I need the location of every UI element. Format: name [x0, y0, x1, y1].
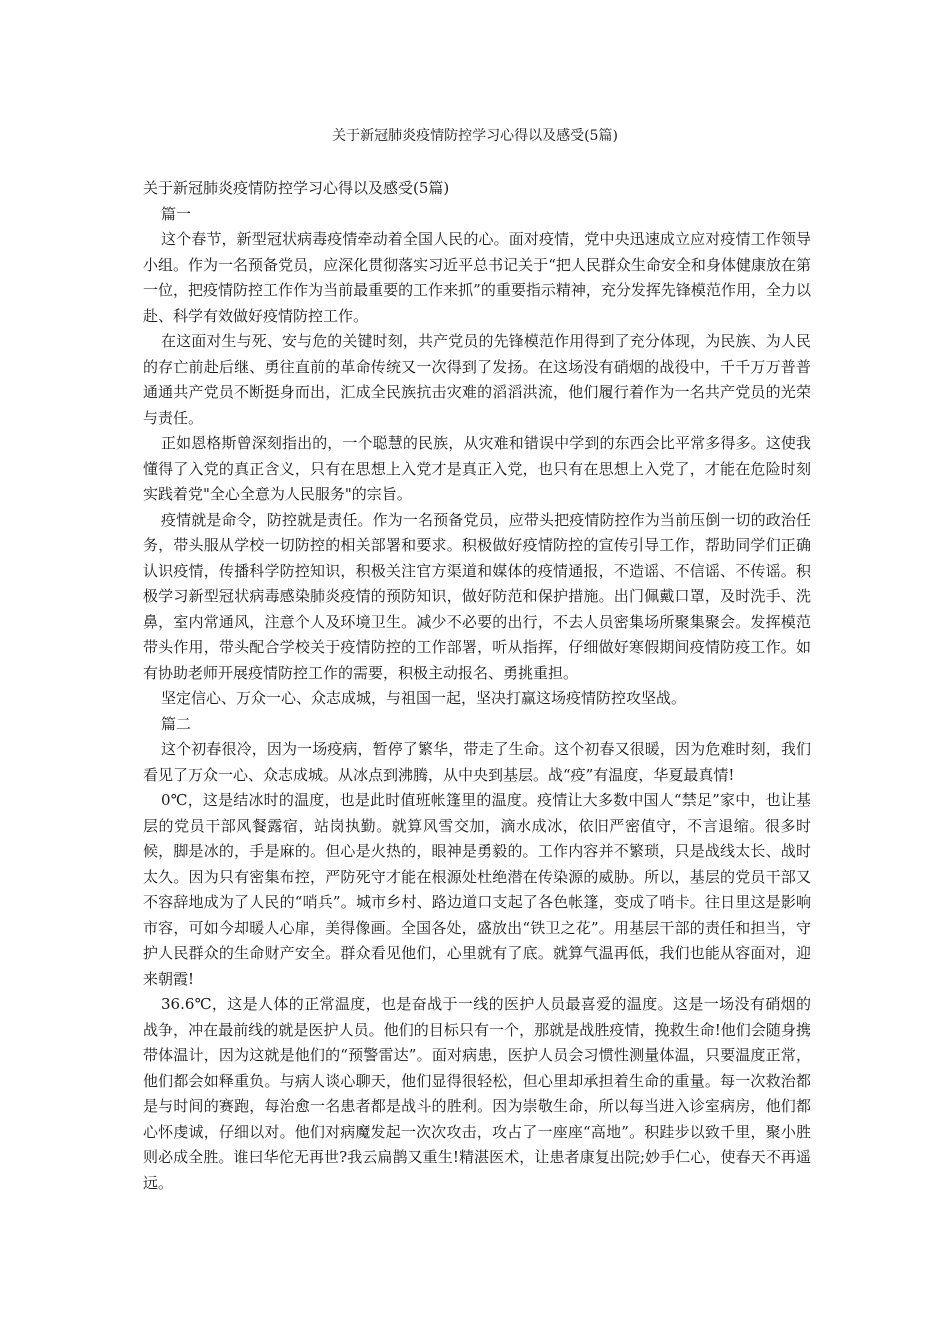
paragraph: 在这面对生与死、安与危的关键时刻，共产党员的先锋模范作用得到了充分体现，为民族、为人民的存亡前赴后继、勇往直前的革命传统又一次得到了发扬。在这场没有硝烟的战役中，千千万万普普通通共产党员不断挺身而出，汇成全民族抗击灾难的滔滔洪流，他们履行着作为一名共产党员的光荣与责任。: [143, 332, 811, 427]
paragraph: 36.6℃，这是人体的正常温度，也是奋战于一线的医护人员最喜爱的温度。这是一场没有硝烟的战争，冲在最前线的就是医护人员。他们的目标只有一个，那就是战胜疫情，挽救生命!他们会随身携带体温计，因为这就是他们的“预警雷达”。面对病患，医护人员会习惯性测量体温，只要温度正常，他们都会如释重负。与病人谈心聊天，他们显得很轻松，但心里却承担着生命的重量。每一次救治都是与时间的赛跑，每治愈一名患者都是战斗的胜利。因为崇敬生命，所以每当进入诊室病房，他们都心怀虔诚，仔细以对。他们对病魔发起一次次攻击，攻占了一座座“高地”。积跬步以致千里，聚小胜则必成全胜。谁曰华佗无再世?我云扁鹊又重生!精湛医术，让患者康复出院;妙手仁心，使春天不再遥远。: [143, 995, 811, 1192]
paragraph: 这个初春很冷，因为一场疫病，暂停了繁华，带走了生命。这个初春又很暖，因为危难时刻，我们看见了万众一心、众志成城。从冰点到沸腾，从中央到基层。战“疫”有温度，华夏最真情!: [143, 740, 811, 784]
document-body: [143, 176, 811, 1196]
page-title: 关于新冠肺炎疫情防控学习心得以及感受(5篇): [332, 128, 618, 144]
paragraph: 这个春节，新型冠状病毒疫情牵动着全国人民的心。面对疫情，党中央迅速成立应对疫情工作领导小组。作为一名预备党员，应深化贯彻落实习近平总书记关于“把人民群众生命安全和身体健康放在第一位，把疫情防控工作作为当前最重要的工作来抓”的重要指示精神，充分发挥先锋模范作用，全力以赴、科学有效做好疫情防控工作。: [143, 230, 811, 325]
body-title: 关于新冠肺炎疫情防控学习心得以及感受(5篇): [143, 179, 450, 197]
paragraph: 坚定信心、万众一心、众志成城，与祖国一起，坚决打赢这场疫情防控攻坚战。: [161, 689, 687, 707]
paragraph: 0℃，这是结冰时的温度，也是此时值班帐篷里的温度。疫情让大多数中国人“禁足”家中，也让基层的党员干部风餐露宿，站岗执勤。就算风雪交加，滴水成冰，依旧严密值守，不言退缩。很多时候，脚是冰的，手是麻的。但心是火热的，眼神是勇毅的。工作内容并不繁琐，只是战线太长、战时太久。因为只有密集布控，严防死守才能在根源处杜绝潜在传染源的威胁。所以，基层的党员干部又不容辞地成为了人民的“哨兵”。城市乡村、路边道口支起了各色帐篷，变成了哨卡。往日里这是影响市容，可如今却暖人心扉，美得像画。全国各处，盛放出“铁卫之花”。用基层干部的责任和担当，守护人民群众的生命财产安全。群众看见他们，心里就有了底。就算气温再低，我们也能从容面对，迎来朝霞!: [143, 791, 811, 988]
paragraph: 疫情就是命令，防控就是责任。作为一名预备党员，应带头把疫情防控作为当前压倒一切的政治任务，带头服从学校一切防控的相关部署和要求。积极做好疫情防控的宣传引导工作，帮助同学们正确认识疫情，传播科学防控知识，积极关注官方渠道和媒体的疫情通报，不造谣、不信谣、不传谣。积极学习新型冠状病毒感染肺炎疫情的预防知识，做好防范和保护措施。出门佩戴口罩，及时洗手、洗鼻，室内常通风，注意个人及环境卫生。减少不必要的出行，不去人员密集场所聚集聚会。发挥模范带头作用，带头配合学校关于疫情防控的工作部署，听从指挥，仔细做好寒假期间疫情防疫工作。如有协助老师开展疫情防控工作的需要，积极主动报名、勇挑重担。: [143, 510, 811, 682]
section-heading-1: 篇一: [161, 204, 192, 223]
section-heading-2: 篇二: [161, 714, 192, 733]
paragraph: 正如恩格斯曾深刻指出的，一个聪慧的民族，从灾难和错误中学到的东西会比平常多得多。这使我懂得了入党的真正含义，只有在思想上入党才是真正入党，也只有在思想上入党了，才能在危险时刻实践着党"全心全意为人民服务"的宗旨。: [143, 434, 811, 503]
